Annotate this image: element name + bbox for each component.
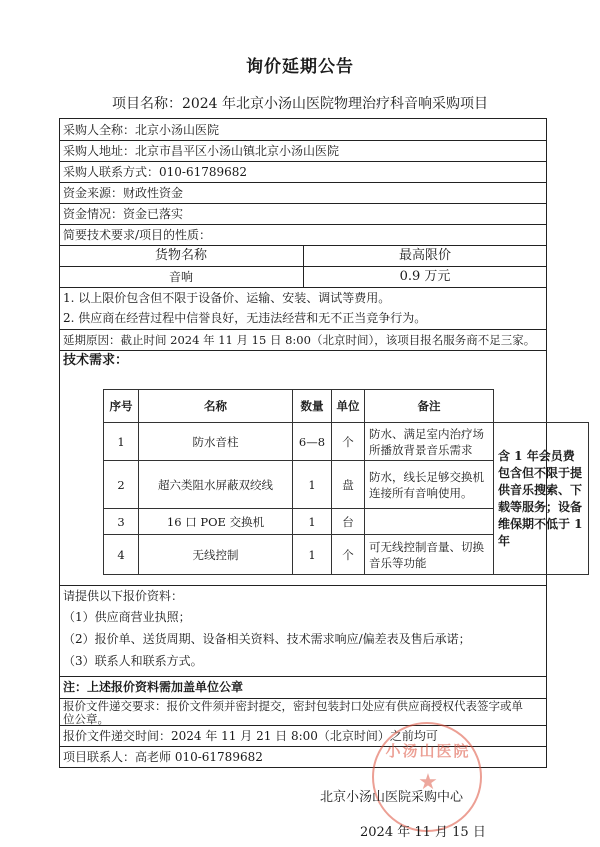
row-unit: 盘 bbox=[332, 461, 365, 509]
row-unit: 个 bbox=[332, 423, 365, 461]
row-name: 16 口 POE 交换机 bbox=[139, 509, 293, 535]
service-note: 含 1 年会员费包含但不限于提供音乐搜索、下载等服务；设备维保期不低于 1 年 bbox=[494, 423, 589, 575]
project-name: 项目名称：2024 年北京小汤山医院物理治疗科音响采购项目 bbox=[111, 96, 489, 112]
buyer-name: 采购人全称：北京小汤山医院 bbox=[63, 123, 220, 137]
col-name: 名称 bbox=[139, 390, 293, 423]
row-no: 3 bbox=[104, 509, 139, 535]
tech-requirement-table bbox=[103, 389, 589, 575]
col-qty: 数量 bbox=[293, 390, 332, 423]
doc-item-1: （1）供应商营业执照； bbox=[63, 610, 191, 624]
buyer-contact: 采购人联系方式：010-61789682 bbox=[63, 165, 248, 179]
buyer-address: 采购人地址：北京市昌平区小汤山镇北京小汤山医院 bbox=[63, 144, 340, 158]
brief-requirement: 简要技术要求/项目的性质： bbox=[63, 228, 212, 242]
row-qty: 1 bbox=[293, 461, 332, 509]
page-title: 询价延期公告 bbox=[246, 57, 354, 77]
row-qty: 1 bbox=[293, 509, 332, 535]
col-note: 备注 bbox=[365, 390, 494, 423]
submit-requirement-line-2: 位公章。 bbox=[63, 712, 109, 726]
signature-date: 2024 年 11 月 15 日 bbox=[360, 825, 486, 840]
row-note: 防水、满足室内治疗场所播放背景音乐需求 bbox=[365, 423, 494, 461]
row-unit: 台 bbox=[332, 509, 365, 535]
docs-heading: 请提供以下报价资料： bbox=[63, 589, 184, 603]
goods-name: 音响 bbox=[168, 270, 193, 284]
delay-reason: 延期原因：截止时间 2024 年 11 月 15 日 8:00（北京时间），该项目报名服务商不足三家。 bbox=[63, 333, 536, 347]
row-name: 防水音柱 bbox=[139, 423, 293, 461]
row-no: 2 bbox=[104, 461, 139, 509]
submit-time: 报价文件递交时间：2024 年 11 月 21 日 8:00（北京时间）之前均可 bbox=[63, 729, 438, 743]
fund-status: 资金情况：资金已落实 bbox=[63, 207, 184, 221]
signature-org: 北京小汤山医院采购中心 bbox=[320, 790, 464, 805]
seal-text: 小汤山医院 bbox=[385, 742, 471, 760]
row-unit: 个 bbox=[332, 535, 365, 575]
doc-item-2: （2）报价单、送货周期、设备相关资料、技术需求响应/偏差表及售后承诺； bbox=[63, 632, 471, 646]
col-unit: 单位 bbox=[332, 390, 365, 423]
row-no: 1 bbox=[104, 423, 139, 461]
note-1: 1. 以上限价包含但不限于设备价、运输、安装、调试等费用。 bbox=[63, 291, 391, 305]
row-qty: 6—8 bbox=[293, 423, 332, 461]
doc-item-3: （3）联系人和联系方式。 bbox=[63, 654, 203, 668]
project-contact: 项目联系人：高老师 010-61789682 bbox=[63, 750, 263, 764]
seal-star-icon: ★ bbox=[418, 770, 438, 795]
row-name: 无线控制 bbox=[139, 535, 293, 575]
row-note bbox=[365, 509, 494, 535]
row-note: 可无线控制音量、切换音乐等功能 bbox=[365, 535, 494, 575]
stamp-note: 注：上述报价资料需加盖单位公章 bbox=[63, 680, 244, 694]
row-note: 防水，线长足够交换机连接所有音响使用。 bbox=[365, 461, 494, 509]
price-header: 最高限价 bbox=[398, 248, 451, 263]
table-row bbox=[104, 423, 589, 461]
max-price: 0.9 万元 bbox=[399, 269, 451, 284]
col-no: 序号 bbox=[104, 390, 139, 423]
note-2: 2. 供应商在经营过程中信誉良好，无违法经营和无不正当竞争行为。 bbox=[63, 311, 427, 325]
row-name: 超六类阻水屏蔽双绞线 bbox=[139, 461, 293, 509]
submit-requirement-line-1: 报价文件递交要求：报价文件须并密封提交，密封包装封口处应有供应商授权代表签字或单 bbox=[63, 699, 523, 713]
goods-header: 货物名称 bbox=[154, 248, 207, 263]
tech-heading: 技术需求： bbox=[63, 353, 129, 368]
row-no: 4 bbox=[104, 535, 139, 575]
submit-requirement bbox=[63, 700, 523, 726]
row-qty: 1 bbox=[293, 535, 332, 575]
fund-source: 资金来源：财政性资金 bbox=[63, 186, 184, 200]
